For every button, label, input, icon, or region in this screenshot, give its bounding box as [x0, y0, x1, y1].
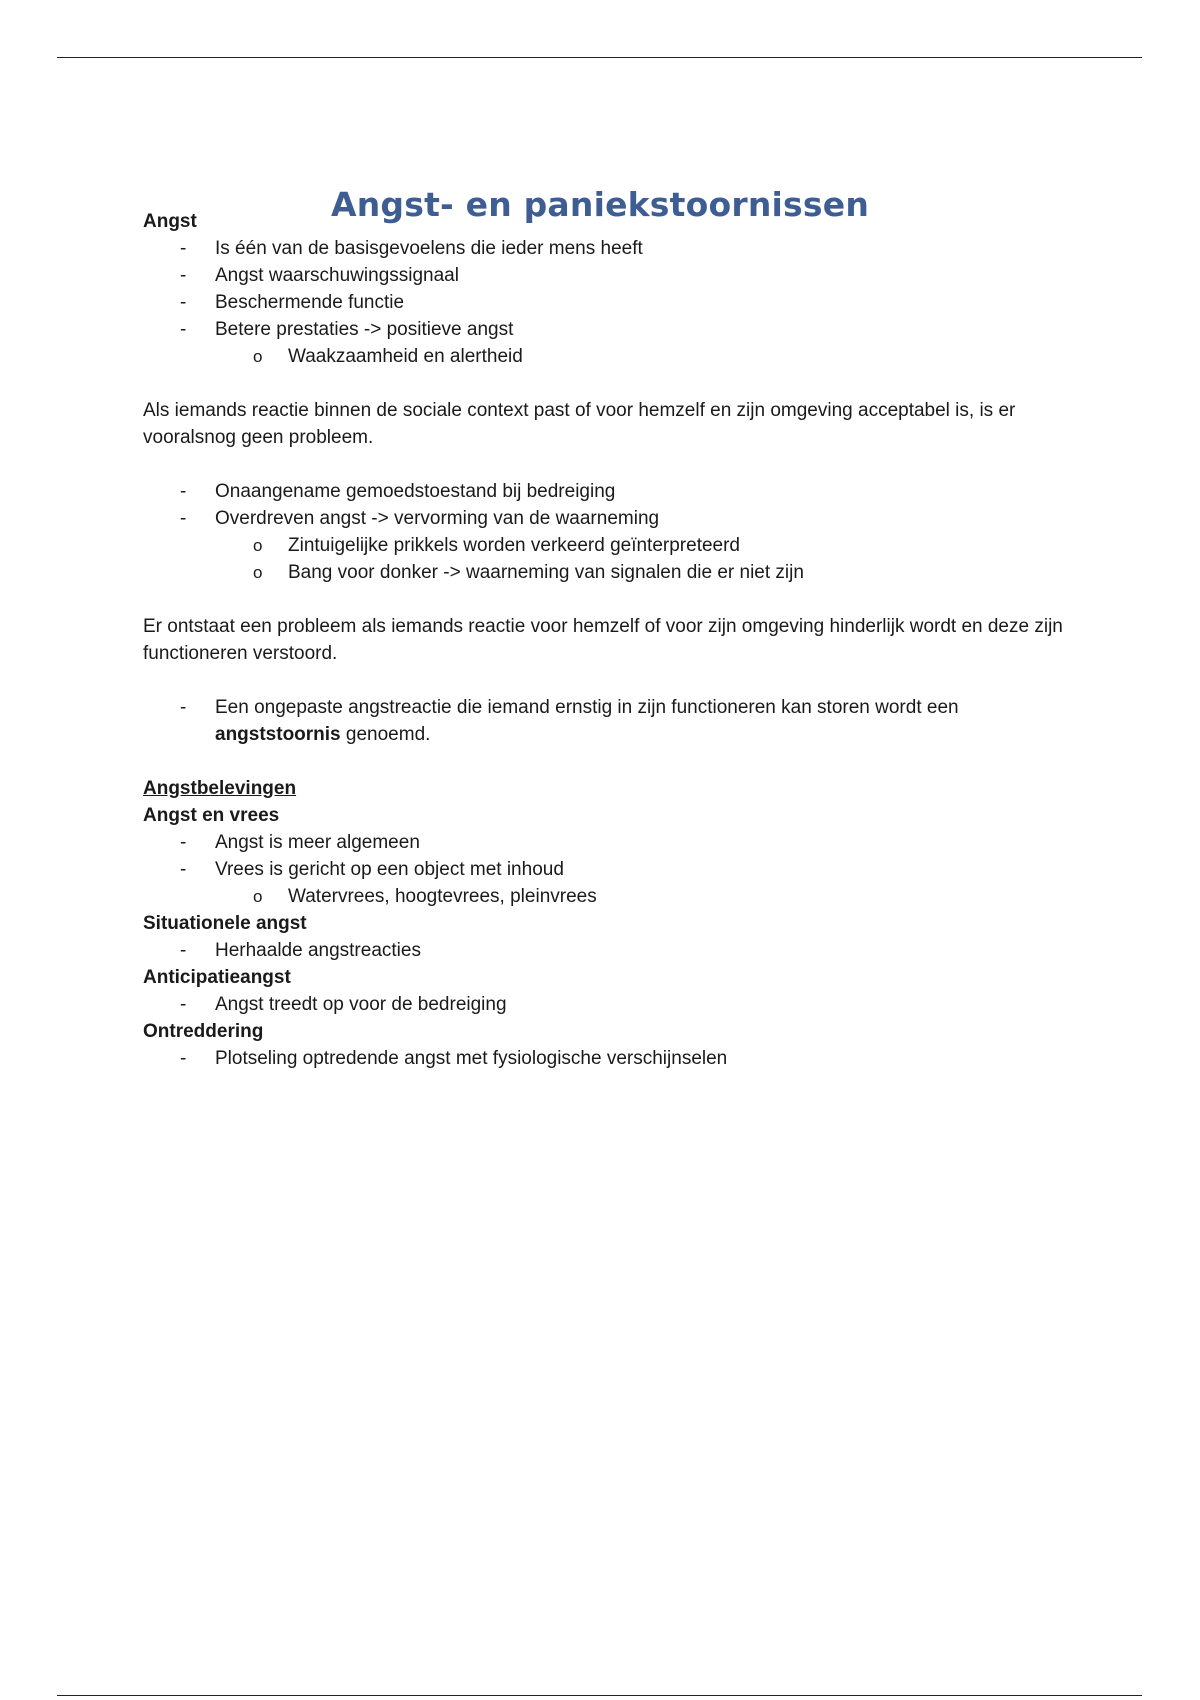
list-item: - Is één van de basisgevoelens die ieder mens heeft — [143, 235, 1063, 262]
list-item: - Beschermende functie — [143, 289, 1063, 316]
dash-bullet: - — [180, 319, 187, 340]
page-title: Angst- en paniekstoornissen — [330, 185, 870, 225]
sub-list-item: o Bang voor donker -> waarneming van signalen die er niet zijn — [143, 559, 1063, 586]
list-item: - Vrees is gericht op een object met inhoud — [143, 856, 1063, 883]
list-item: - Angst waarschuwingssignaal — [143, 262, 1063, 289]
section-heading-angstbelevingen: Angstbelevingen — [143, 778, 297, 799]
paragraph: Als iemands reactie binnen de sociale context past of voor hemzelf en zijn omgeving acceptabel is, is er vooralsnog geen probleem. — [143, 400, 1016, 448]
dash-bullet: - — [180, 238, 187, 259]
dash-bullet: - — [180, 697, 187, 718]
dash-bullet: - — [180, 994, 187, 1015]
subheading-ontreddering: Ontreddering — [143, 1021, 264, 1042]
dash-bullet: - — [180, 292, 187, 313]
list-item: - Angst is meer algemeen — [143, 829, 1063, 856]
sub-list-item: o Waakzaamheid en alertheid — [143, 343, 1063, 370]
list-item: - Herhaalde angstreacties — [143, 937, 1063, 964]
subheading-anticipatieangst: Anticipatieangst — [143, 967, 291, 988]
list-item: - Angst treedt op voor de bedreiging — [143, 991, 1063, 1018]
circle-bullet: o — [253, 536, 263, 555]
document-body — [143, 208, 1063, 1072]
dash-bullet: - — [180, 508, 187, 529]
list-item: - Plotseling optredende angst met fysiologische verschijnselen — [143, 1045, 1063, 1072]
section-heading-angst: Angst — [143, 211, 197, 232]
list-item: - Onaangename gemoedstoestand bij bedreiging — [143, 478, 1063, 505]
subheading-angst-en-vrees: Angst en vrees — [143, 805, 280, 826]
list-item: - Overdreven angst -> vervorming van de waarneming — [143, 505, 1063, 532]
dash-bullet: - — [180, 832, 187, 853]
bold-term: angststoornis — [215, 724, 341, 745]
circle-bullet: o — [253, 887, 263, 906]
paragraph: Er ontstaat een probleem als iemands reactie voor hemzelf of voor zijn omgeving hinderlijk wordt en deze zijn functioneren verstoord. — [143, 616, 1063, 664]
dash-bullet: - — [180, 859, 187, 880]
dash-bullet: - — [180, 940, 187, 961]
list-item: - Betere prestaties -> positieve angst — [143, 316, 1063, 343]
list-item: - Een ongepaste angstreactie die iemand ernstig in zijn functioneren kan storen wordt een angststoornis genoemd. — [143, 694, 1063, 748]
subheading-situationele-angst: Situationele angst — [143, 913, 307, 934]
dash-bullet: - — [180, 265, 187, 286]
dash-bullet: - — [180, 481, 187, 502]
circle-bullet: o — [253, 347, 263, 366]
sub-list-item: o Watervrees, hoogtevrees, pleinvrees — [143, 883, 1063, 910]
footer-rule — [57, 1695, 1142, 1696]
dash-bullet: - — [180, 1048, 187, 1069]
header-rule — [57, 57, 1142, 58]
circle-bullet: o — [253, 563, 263, 582]
sub-list-item: o Zintuigelijke prikkels worden verkeerd geïnterpreteerd — [143, 532, 1063, 559]
